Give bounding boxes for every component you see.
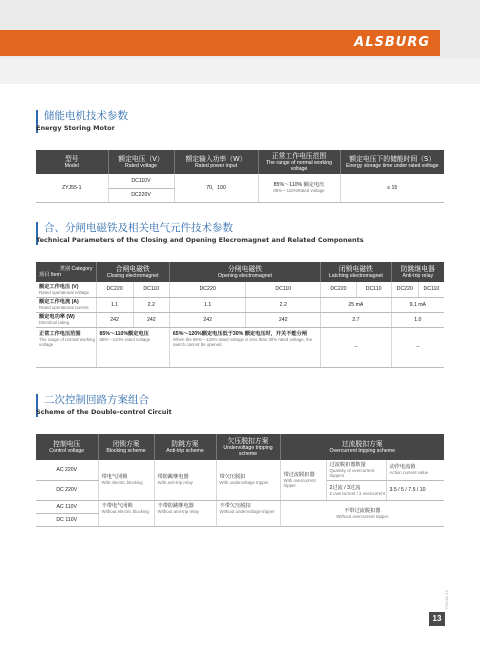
cell-over-with: 带过流脱扣器 With overcurrent tripper: [280, 460, 326, 500]
cell-voltage-1: DC110V: [108, 174, 174, 188]
cell: DC110: [133, 282, 169, 297]
header-storage-time: 额定电压下的储能时间（S） Energy storage time under rated voltage: [340, 150, 444, 174]
cell-latching-range: –: [321, 327, 392, 367]
row-working-range: [36, 327, 444, 367]
section2-title: [36, 222, 364, 245]
doc-version: YR/V02-12: [444, 590, 449, 610]
group-closing: 合闸电磁铁 Closing electromagnet: [96, 262, 169, 282]
row-rated-voltage: [36, 282, 444, 297]
header-overcurrent: 过流脱扣方案 Overcurrent tripping scheme: [280, 434, 444, 460]
header-control-voltage: 控制电压 Control voltage: [36, 434, 98, 460]
header-rated-voltage: 额定电压（V） Rated voltage: [108, 150, 174, 174]
cell-power: 70，100: [174, 174, 258, 202]
cell-over-action: 动作电流值 Action current value: [386, 460, 444, 480]
cell-blocking-without: 不带电气闭锁 Without electric blocking: [98, 500, 154, 526]
cell: 1.1: [96, 297, 133, 312]
cell-antitrip-range: –: [391, 327, 444, 367]
row-label: 额定电功率 (W) Electrical rating: [36, 312, 96, 327]
corner-header: 类别 Category 项目 Item: [36, 262, 96, 282]
header-range: 正常工作电压范围 The range of normal working voltage: [258, 150, 340, 174]
cell: 242: [246, 312, 321, 327]
cell: 9.1 mA: [391, 297, 444, 312]
row-label: 额定工作电流 (A) Rated operational current: [36, 297, 96, 312]
cell-over-options: 2过流 / 3过流 2 overcurrent / 3 overcurrent: [326, 480, 386, 500]
cell: 2.2: [246, 297, 321, 312]
cell: 242: [133, 312, 169, 327]
header-band: [0, 0, 480, 84]
header-power: 额定输入功率（W） Rated power input: [174, 150, 258, 174]
cell: DC110: [246, 282, 321, 297]
motor-table: [36, 150, 444, 203]
cell: 1.0: [391, 312, 444, 327]
section1-title-cn: 储能电机技术参数: [44, 110, 128, 122]
cell-opening-range: 65%～120%额定电压低于30% 额定电压时，开关不能分闸 When the 65%～120% rated voltage is less than 30% rated voltage, the switch cannot be opened.: [169, 327, 320, 367]
electromagnet-table: [36, 262, 444, 368]
circuit-scheme-table: [36, 434, 444, 527]
section3-title-cn: 二次控制回路方案组合: [44, 394, 149, 406]
group-latching: 闭锁电磁铁 Latching electromagnet: [321, 262, 392, 282]
cell: 242: [169, 312, 245, 327]
page-number: 13: [429, 612, 445, 626]
section3-title: [36, 394, 172, 417]
cell-blocking-with: 带电气闭锁 With electric blocking: [98, 460, 154, 500]
header-undervoltage: 欠压脱扣方案 Undervoltage tripping scheme: [216, 434, 280, 460]
cell-over-qty: 过流脱扣器数量 Quantity of overcurrent trippers: [326, 460, 386, 480]
cell-voltage-dc220: DC 220V: [36, 480, 98, 500]
cell-antitrip-with: 带防跳继电器 With anti-trip relay: [154, 460, 216, 500]
header-antitrip: 防跳方案 Anti-trip scheme: [154, 434, 216, 460]
cell-voltage-ac110: AC 110V: [36, 500, 98, 513]
cell-antitrip-without: 不带防跳继电器 Without anti-trip relay: [154, 500, 216, 526]
cell-under-with: 带欠压脱扣 With undervoltage tripper: [216, 460, 280, 500]
cell: DC110: [356, 282, 391, 297]
row-label: 正常工作电压范围 The range of normal working voltage: [36, 327, 96, 367]
cell: 1.1: [169, 297, 245, 312]
cell: 2.2: [133, 297, 169, 312]
row-label: 额定工作电压 (V) Rated operational voltage: [36, 282, 96, 297]
cell: DC220: [391, 282, 418, 297]
row-rated-current: [36, 297, 444, 312]
section1-title-en: Energy Storing Motor: [36, 124, 115, 132]
brand-bar: [0, 30, 440, 56]
cell: 242: [96, 312, 133, 327]
row-electrical-rating: [36, 312, 444, 327]
group-opening: 分闸电磁铁 Opening electromagnet: [169, 262, 320, 282]
cell-voltage-ac220: AC 220V: [36, 460, 98, 480]
cell: DC220: [321, 282, 357, 297]
cell-over-values: 3.5 / 5 / 7.5 / 10: [386, 480, 444, 500]
cell-model: ZYJ55-1: [36, 174, 108, 202]
header-model: 型号 Model: [36, 150, 108, 174]
cell: 25 mA: [321, 297, 392, 312]
group-antitrip: 防跳继电器 Anti-trip relay: [391, 262, 444, 282]
section2-title-en: Technical Parameters of the Closing and Opening Elecromagnet and Related Components: [36, 236, 364, 244]
cell: 2.7: [321, 312, 392, 327]
section3-title-en: Scheme of the Double-control Circuit: [36, 408, 172, 416]
cell-voltage-2: DC220V: [108, 188, 174, 202]
cell-range: 85%～110% 额定电压 85%～110%Rated voltage: [258, 174, 340, 202]
section2-title-cn: 合、分闸电磁铁及相关电气元件技术参数: [44, 222, 233, 234]
cell: DC220: [169, 282, 245, 297]
header-blocking: 闭锁方案 Blocking scheme: [98, 434, 154, 460]
cell-under-without: 不带欠压脱扣 Without undervoltage tripper: [216, 500, 280, 526]
cell-voltage-dc110: DC 110V: [36, 513, 98, 526]
section1-title: [36, 110, 128, 133]
cell-closing-range: 85%～110%额定电压 85%～110% rated voltage: [96, 327, 169, 367]
cell-over-without: 不带过流脱扣器 Without overcurrent tripper: [280, 500, 444, 526]
brand-logo: ALSBURG: [354, 35, 430, 50]
cell-time: ≤ 15: [340, 174, 444, 202]
cell: DC220: [96, 282, 133, 297]
cell: DC110: [418, 282, 444, 297]
